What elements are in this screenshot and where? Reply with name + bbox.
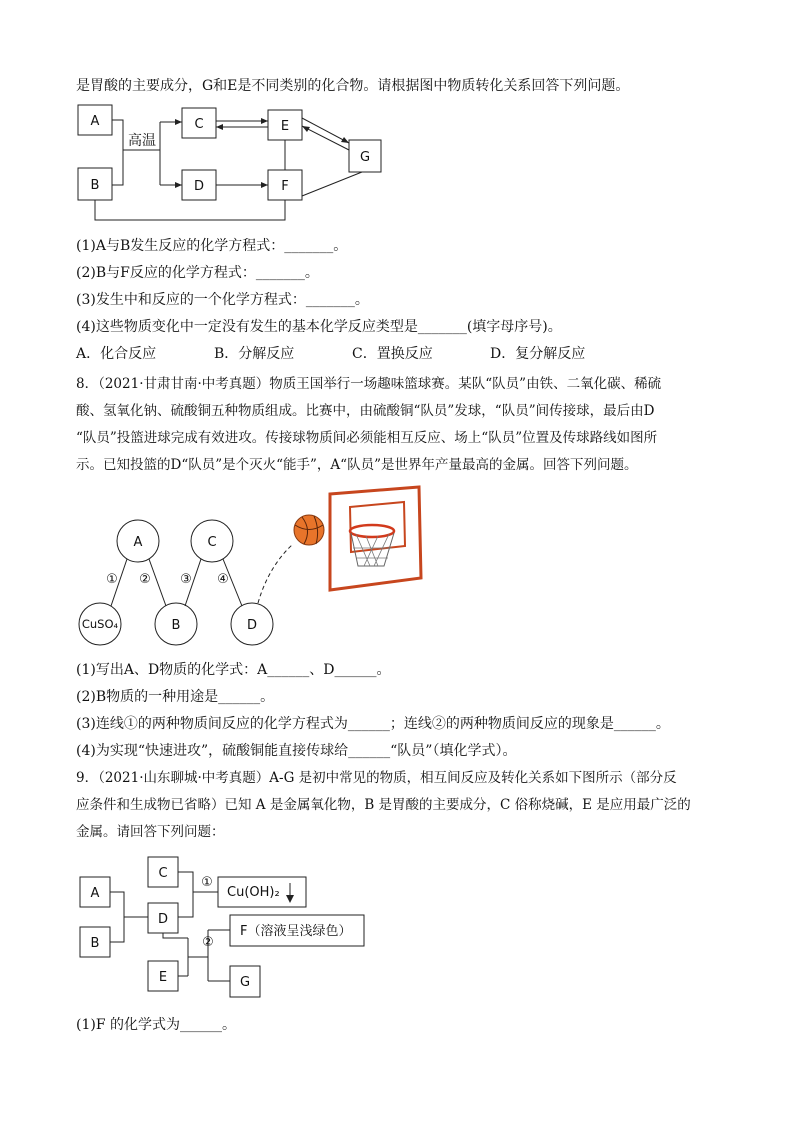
q8-text-line2: 酸、氢氧化钠、硫酸铜五种物质组成。比赛中，由硫酸铜“队员”发球，“队员”间传接球，最后由D — [76, 403, 655, 419]
q9-node-c-label: C — [158, 866, 168, 881]
node-d-label: D — [193, 179, 205, 194]
q8-node-d-label: D — [246, 618, 258, 633]
intro-text: 是胃酸的主要成分，G和E是不同类别的化合物。请根据图中物质转化关系回答下列问题。 — [76, 78, 630, 94]
link-3-label: ③ — [180, 572, 192, 587]
q8-part2: (2)B物质的一种用途是______。 — [76, 689, 275, 705]
q8-part3: (3)连线①的两种物质间反应的化学方程式为______；连线②的两种物质间反应的现象是______。 — [76, 716, 670, 732]
q9-product2-label: F（溶液呈浅绿色） — [240, 924, 352, 939]
node-b-label: B — [90, 178, 100, 193]
link-4-label: ④ — [217, 572, 229, 587]
q8-node-c-label: C — [207, 535, 217, 550]
q9-node-a-label: A — [90, 886, 100, 901]
q9-text-line1: 9．（2021·山东聊城·中考真题）A-G 是初中常见的物质，相互间反应及转化关系如下图所示（部分反 — [76, 770, 677, 786]
q8-part1: (1)写出A、D物质的化学式：A______、D______。 — [76, 662, 391, 678]
q7-option-a: A．化合反应 — [76, 346, 157, 362]
q9-node-b-label: B — [90, 936, 100, 951]
q7-option-b: B．分解反应 — [214, 346, 295, 362]
q7-part4: (4)这些物质变化中一定没有发生的基本化学反应类型是_______(填字母序号)。 — [76, 319, 562, 335]
q7-option-d: D．复分解反应 — [490, 346, 586, 362]
node-a-label: A — [90, 114, 100, 129]
condition-label: 高温 — [128, 133, 156, 149]
node-g-label: G — [359, 150, 371, 165]
q8-text-line3: “队员”投篮进球完成有效进攻。传接球物质间必须能相互反应、场上“队员”位置及传球路线如图所 — [76, 430, 658, 446]
q9-link-1-label: ① — [201, 875, 213, 890]
link-1-label: ① — [106, 572, 118, 587]
q9-node-d-label: D — [157, 912, 169, 927]
q9-text-line2: 应条件和生成物已省略）已知 A 是金属氧化物，B 是胃酸的主要成分，C 俗称烧碱，E 是应用最广泛的 — [76, 797, 691, 813]
q9-product1-label: Cu(OH)₂ — [227, 885, 280, 900]
q7-option-c: C．置换反应 — [352, 346, 433, 362]
node-c-label: C — [194, 117, 204, 132]
q8-text-line1: 8．（2021·甘肃甘南·中考真题）物质王国举行一场趣味篮球赛。某队“队员”由铁、二氧化碳、稀硫 — [76, 376, 662, 392]
q8-node-cuso4-label: CuSO₄ — [81, 617, 119, 631]
q7-part3: (3)发生中和反应的一个化学方程式：_______。 — [76, 292, 369, 308]
q9-node-e-label: E — [158, 970, 168, 985]
q9-text-line3: 金属。请回答下列问题： — [76, 824, 225, 840]
q8-text-line4: 示。已知投篮的D“队员”是个灭火“能手”，A“队员”是世界年产量最高的金属。回答下列问题。 — [76, 457, 638, 473]
q9-part1: (1)F 的化学式为______。 — [76, 1017, 236, 1033]
q8-node-a-label: A — [133, 535, 143, 550]
q9-node-g-label: G — [239, 975, 251, 990]
q8-part4: (4)为实现“快速进攻”，硫酸铜能直接传球给______“队员”（填化学式）。 — [76, 743, 517, 759]
q7-part2: (2)B与F反应的化学方程式：_______。 — [76, 265, 319, 281]
node-f-label: F — [281, 179, 289, 194]
q8-node-b-label: B — [171, 618, 181, 633]
link-2-label: ② — [139, 572, 151, 587]
node-e-label: E — [280, 119, 290, 134]
q9-link-2-label: ② — [202, 935, 214, 950]
q7-part1: (1)A与B发生反应的化学方程式：_______。 — [76, 238, 348, 254]
